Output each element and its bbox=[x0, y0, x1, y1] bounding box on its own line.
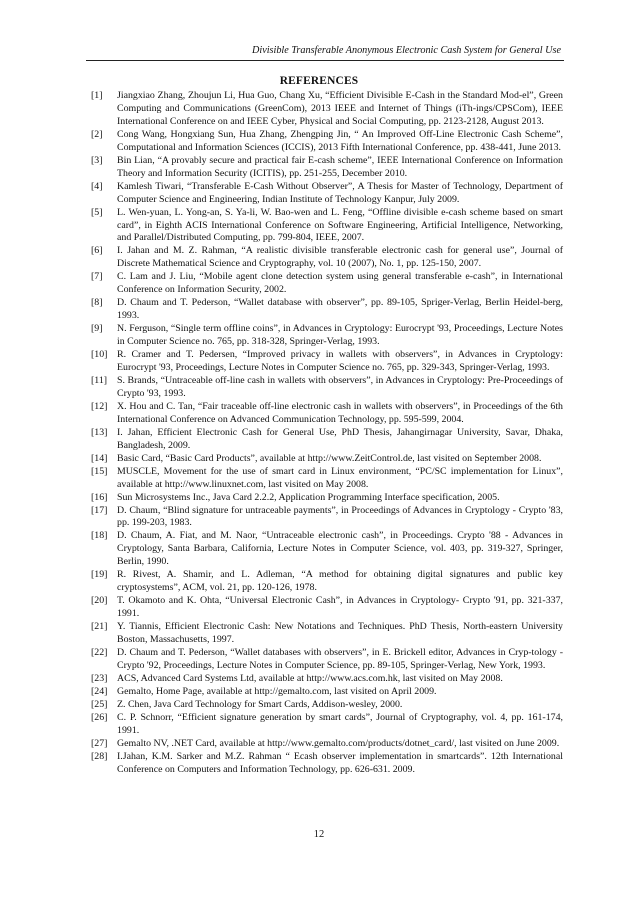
reference-number: [28] bbox=[91, 750, 108, 762]
reference-number: [15] bbox=[91, 465, 108, 477]
reference-item bbox=[91, 349, 563, 375]
reference-number: [21] bbox=[91, 621, 108, 633]
reference-number: [9] bbox=[91, 323, 103, 335]
reference-number: [17] bbox=[91, 504, 108, 516]
reference-item bbox=[91, 297, 563, 323]
reference-text: Y. Tiannis, Efficient Electronic Cash: New Notations and Techniques. PhD Thesis, North-eastern University Boston, Massachusetts, 1997. bbox=[117, 621, 563, 646]
reference-item bbox=[91, 647, 563, 673]
reference-item bbox=[91, 155, 563, 181]
reference-number: [22] bbox=[91, 646, 108, 658]
reference-text: Gemalto NV, .NET Card, available at http://www.gemalto.com/products/dotnet_card/, last visited on June 2009. bbox=[117, 737, 560, 749]
reference-number: [7] bbox=[91, 271, 103, 283]
reference-number: [20] bbox=[91, 595, 108, 607]
running-header: Divisible Transferable Anonymous Electronic Cash System for General Use bbox=[252, 45, 561, 56]
reference-item bbox=[91, 323, 563, 349]
reference-number: [4] bbox=[91, 180, 103, 192]
reference-number: [16] bbox=[91, 491, 108, 503]
reference-text: L. Wen-yuan, L. Yong-an, S. Ya-li, W. Bao-wen and L. Feng, “Offline divisible e-cash scheme based on smart card”, in Eighth ACIS International Conference on Software Engineering, Artificial Intelligence, Networking, and Parallel/Distributed Computing, pp. 799-804, IEEE, 2007. bbox=[117, 206, 563, 244]
reference-item bbox=[91, 427, 563, 453]
reference-item bbox=[91, 129, 563, 155]
reference-text: S. Brands, “Untraceable off-line cash in wallets with observers”, in Advances in Cryptology: Pre-Proceedings of Crypto '93, 1993. bbox=[117, 374, 563, 399]
header-rule bbox=[86, 60, 564, 61]
reference-list bbox=[91, 90, 563, 777]
reference-item bbox=[91, 751, 563, 777]
reference-text: R. Rivest, A. Shamir, and L. Adleman, “A method for obtaining digital signatures and public key cryptosystems”, ACM, vol. 21, pp. 120-126, 1978. bbox=[117, 569, 563, 594]
reference-number: [5] bbox=[91, 206, 103, 218]
reference-text: Gemalto, Home Page, available at http://gemalto.com, last visited on April 2009. bbox=[117, 685, 437, 697]
reference-item bbox=[91, 738, 563, 751]
reference-text: D. Chaum and T. Pederson, “Wallet database with observer”, pp. 89-105, Spriger-Verlag, Berlin Heidel-berg, 1993. bbox=[117, 297, 563, 322]
reference-number: [2] bbox=[91, 128, 103, 140]
reference-number: [8] bbox=[91, 297, 103, 309]
reference-text: Cong Wang, Hongxiang Sun, Hua Zhang, Zhengping Jin, “ An Improved Off-Line Electronic Cash Scheme”, Computational and Information Sciences (ICCIS), 2013 Fifth International Conference, pp. 438-441, June 2013. bbox=[117, 128, 563, 153]
reference-text: Jiangxiao Zhang, Zhoujun Li, Hua Guo, Chang Xu, “Efficient Divisible E-Cash in the Standard Mod-el”, Green Computing and Communications (GreenCom), 2013 IEEE and Internet of Things (iTh-ings/CPSCom), IEEE International Conference on and IEEE Cyber, Physical and Social Computing, pp. 2123-2128, August 2013. bbox=[117, 90, 563, 127]
reference-item bbox=[91, 673, 563, 686]
reference-text: Basic Card, “Basic Card Products”, available at http://www.ZeitControl.de, last visited on September 2008. bbox=[117, 452, 542, 464]
reference-item bbox=[91, 595, 563, 621]
reference-text: C. Lam and J. Liu, “Mobile agent clone detection system using general transferable e-cash”, in International Conference on Information Security, 2002. bbox=[117, 271, 563, 296]
reference-number: [3] bbox=[91, 154, 103, 166]
reference-number: [1] bbox=[91, 90, 103, 101]
reference-text: I. Jahan and M. Z. Rahman, “A realistic divisible transferable electronic cash for general use”, Journal of Discrete Mathematical Science and Cryptography, vol. 10 (2007), No. 1, pp. 125-150, 2007. bbox=[117, 245, 563, 270]
reference-item bbox=[91, 466, 563, 492]
reference-number: [27] bbox=[91, 737, 108, 749]
reference-item bbox=[91, 245, 563, 271]
reference-number: [24] bbox=[91, 685, 108, 697]
reference-text: C. P. Schnorr, “Efficient signature generation by smart cards”, Journal of Cryptography, vol. 4, pp. 161-174, 1991. bbox=[117, 711, 563, 736]
reference-text: Bin Lian, “A provably secure and practical fair E-cash scheme”, IEEE International Conference on Information Theory and Information Security (ICITIS), pp. 251-255, December 2010. bbox=[117, 154, 563, 179]
reference-number: [6] bbox=[91, 245, 103, 257]
reference-number: [26] bbox=[91, 711, 108, 723]
reference-number: [14] bbox=[91, 452, 108, 464]
reference-item bbox=[91, 569, 563, 595]
reference-item bbox=[91, 505, 563, 531]
reference-number: [18] bbox=[91, 530, 108, 542]
reference-text: I.Jahan, K.M. Sarker and M.Z. Rahman “ Ecash observer implementation in smartcards”. 12th International Conference on Computers and Information Technology, pp. 626-631. 2009. bbox=[117, 750, 563, 775]
reference-item bbox=[91, 207, 563, 246]
reference-item bbox=[91, 90, 563, 129]
reference-number: [25] bbox=[91, 698, 108, 710]
reference-item bbox=[91, 271, 563, 297]
reference-item bbox=[91, 375, 563, 401]
reference-text: D. Chaum, A. Fiat, and M. Naor, “Untraceable electronic cash”, in Proceedings. Crypto '88 - Advances in Cryptology, Santa Barbara, California, Lecture Notes in Computer Science, vol. 403, pp. 319-327, Springer, Berlin, 1990. bbox=[117, 530, 563, 568]
reference-text: MUSCLE, Movement for the use of smart card in Linux environment, “PC/SC implementation for Linux”, available at http://www.linuxnet.com, last visited on May 2008. bbox=[117, 465, 563, 490]
page-number: 12 bbox=[313, 829, 325, 840]
reference-item bbox=[91, 453, 563, 466]
reference-number: [23] bbox=[91, 672, 108, 684]
reference-number: [10] bbox=[91, 349, 108, 361]
reference-item bbox=[91, 530, 563, 569]
reference-item bbox=[91, 699, 563, 712]
section-title: REFERENCES bbox=[279, 75, 359, 87]
reference-item bbox=[91, 492, 563, 505]
reference-number: [13] bbox=[91, 426, 108, 438]
reference-text: Sun Microsystems Inc., Java Card 2.2.2, Application Programming Interface specification, 2005. bbox=[117, 491, 500, 503]
reference-item bbox=[91, 686, 563, 699]
reference-text: X. Hou and C. Tan, “Fair traceable off-line electronic cash in wallets with observers”, in Proceedings of the 6th International Conference on Advanced Communication Technology, pp. 595-599, 2004. bbox=[117, 400, 563, 425]
reference-text: Z. Chen, Java Card Technology for Smart Cards, Addison-wesley, 2000. bbox=[117, 698, 403, 710]
reference-text: I. Jahan, Efficient Electronic Cash for General Use, PhD Thesis, Jahangirnagar University, Savar, Dhaka, Bangladesh, 2009. bbox=[117, 426, 563, 451]
reference-item bbox=[91, 712, 563, 738]
reference-number: [11] bbox=[91, 374, 108, 386]
reference-text: D. Chaum and T. Pederson, “Wallet databases with observers”, in E. Brickell editor, Advances in Cryp-tology - Crypto '92, Proceedings, Lecture Notes in Computer Science, pp. 89-105, Springer-Verlag, New York, 1993. bbox=[117, 646, 563, 671]
reference-item bbox=[91, 181, 563, 207]
reference-text: T. Okamoto and K. Ohta, “Universal Electronic Cash”, in Advances in Cryptology- Crypto '91, pp. 321-337, 1991. bbox=[117, 595, 563, 620]
reference-text: N. Ferguson, “Single term offline coins”, in Advances in Cryptology: Eurocrypt '93, Proceedings, Lecture Notes in Computer Science no. 765, pp. 318-328, Springer-Verlag, 1993. bbox=[117, 323, 563, 348]
reference-text: R. Cramer and T. Pedersen, “Improved privacy in wallets with observers”, in Advances in Cryptology: Eurocrypt '93, Proceedings, Lecture Notes in Computer Science no. 765, pp. 329-343, Springer-Verlag, 1993. bbox=[117, 349, 563, 374]
reference-text: Kamlesh Tiwari, “Transferable E-Cash Without Observer”, A Thesis for Master of Technology, Department of Computer Science and Engineering, Indian Institute of Technology Kanpur, July 2009. bbox=[117, 180, 563, 205]
reference-text: ACS, Advanced Card Systems Ltd, available at http://www.acs.com.hk, last visited on May 2008. bbox=[117, 672, 503, 684]
reference-text: D. Chaum, “Blind signature for untraceable payments”, in Proceedings of Advances in Cryptology - Crypto '83, pp. 199-203, 1983. bbox=[117, 504, 563, 529]
reference-number: [19] bbox=[91, 569, 108, 581]
reference-item bbox=[91, 621, 563, 647]
reference-item bbox=[91, 401, 563, 427]
reference-number: [12] bbox=[91, 400, 108, 412]
